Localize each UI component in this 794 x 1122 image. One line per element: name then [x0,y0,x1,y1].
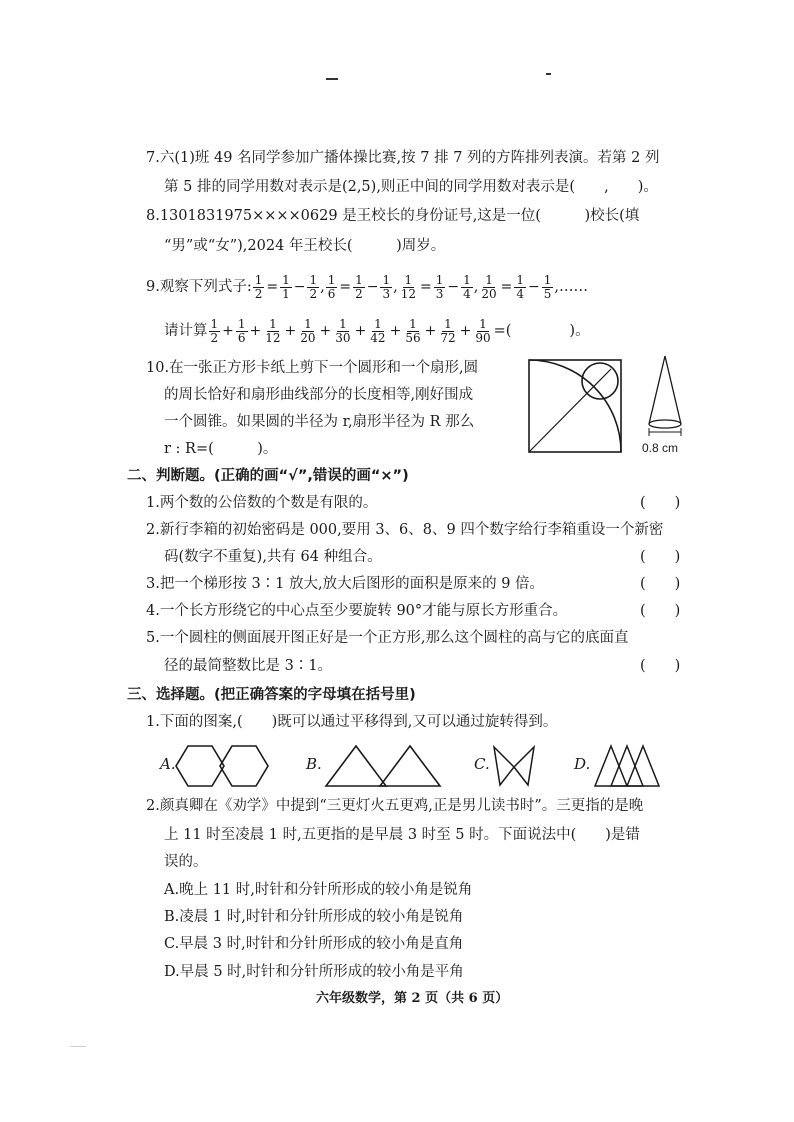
square-sector-circle-figure [528,359,622,453]
answer-paren[interactable]: ( ) [640,603,681,619]
answer-paren[interactable]: ( ) [640,658,681,674]
answer-paren[interactable]: ( ) [640,549,681,565]
q7-line1: 7.六(1)班 49 名同学参加广播体操比赛,按 7 排 7 列的方阵排列表演。若第 2 列 [146,150,660,166]
fraction: $\frac{1}{3}$ [435,272,444,301]
judge-item-3: 3.把一个梯形按 3∶1 放大,放大后图形的面积是原来的 9 倍。 [146,576,545,592]
option-d-label: D. [574,755,591,773]
fraction: $\frac{1}{1}$ [282,272,290,301]
choice-q2-option-d: D.早晨 5 时,时针和分针所形成的较小角是平角 [164,964,464,980]
q9-prefix: 9.观察下列式子: [146,279,252,295]
fraction: $\frac{1}{20}$ [481,272,497,301]
q8-line2: “男”或“女”),2024 年王校长( )周岁。 [164,238,446,254]
answer-paren[interactable]: ( ) [640,576,681,592]
fraction: $\frac{1}{3}$ [382,272,391,301]
fraction: $\frac{1}{2}$ [254,272,263,301]
option-b-label: B. [306,755,322,773]
q9-line2-suffix: =( )。 [493,323,590,339]
fraction: $\frac{1}{30}$ [335,316,351,345]
judge-item-5: 5.一个圆柱的侧面展开图正好是一个正方形,那么这个圆柱的高与它的底面直 [146,630,629,646]
section2-title: 二、判断题。(正确的画“√”,错误的画“×”) [127,468,409,484]
choice-q2-line1: 2.颜真卿在《劝学》中提到“三更灯火五更鸡,正是男儿读书时”。三更指的是晚 [146,798,644,814]
option-a-hexagons-figure [174,744,270,788]
q10-line4: r : R=( )。 [164,441,278,457]
fraction: $\frac{1}{2}$ [309,272,318,301]
q10-line2: 的周长恰好和扇形曲线部分的长度相等,刚好围成 [164,387,474,403]
fraction: $\frac{1}{6}$ [327,272,336,301]
answer-paren[interactable]: ( ) [640,495,681,511]
choice-q1: 1.下面的图案,( )既可以通过平移得到,又可以通过旋转得到。 [146,714,558,730]
q9-line1: 9.观察下列式子: $\frac{1}{2}$ = $\frac{1}{1}$ − $\frac{1}{2}$ , $\frac{1}{6}$ = $\frac{1}{2}$ − $\frac{1}{3}$ , $\frac{1}{12}$ = $\frac{1}{3}$ − $\frac{1}{4}$ , $\frac{1}{20}$ = $\frac{1}{4}$ − $\frac{1}{5}$ ,…… [146,272,589,301]
q9-suffix: …… [559,279,589,295]
q10-line1: 10.在一张正方形卡纸上剪下一个圆形和一个扇形,圆 [146,360,479,376]
section3-title: 三、选择题。(把正确答案的字母填在括号里) [127,687,416,703]
q9-line2-prefix: 请计算 [164,323,208,339]
q10-line3: 一个圆锥。如果圆的半径为 r,扇形半径为 R 那么 [164,414,475,430]
judge-item-2-cont: 码(数字不重复),共有 64 种组合。 [164,549,382,565]
q9-line2: 请计算 $\frac{1}{2}$ + $\frac{1}{6}$ + $\frac{1}{12}$ + $\frac{1}{20}$ + $\frac{1}{30}$ + $\frac{1}{42}$ + $\frac{1}{56}$ + $\frac{1}{72}$ + $\frac{1}{90}$ =( )。 [164,316,590,345]
fraction: $\frac{1}{12}$ [400,272,417,301]
fraction: $\frac{1}{4}$ [463,272,471,301]
option-a-label: A. [160,755,176,773]
scan-mark [326,78,338,80]
scan-mark [70,1046,86,1047]
cone-figure [640,354,690,440]
fraction: $\frac{1}{2}$ [355,272,363,301]
choice-q2-line2: 上 11 时至凌晨 1 时,五更指的是早晨 3 时至 5 时。下面说法中( )是错 [164,827,640,843]
judge-item-4: 4.一个长方形绕它的中心点至少要旋转 90°才能与原长方形重合。 [146,603,568,619]
q7-line2: 第 5 排的同学用数对表示是(2,5),则正中间的同学用数对表示是( , )。 [164,179,658,195]
fraction: $\frac{1}{5}$ [543,272,552,301]
fraction: $\frac{1}{12}$ [265,316,281,345]
choice-q2-option-a: A.晚上 11 时,时针和分针所形成的较小角是锐角 [164,882,473,898]
option-b-triangles-figure [324,744,444,788]
q8-line1: 8.1301831975××××0629 是王校长的身份证号,这是一位( )校长(填 [146,208,640,224]
judge-item-1: 1.两个数的公倍数的个数是有限的。 [146,495,378,511]
scan-mark [546,73,551,75]
fraction: $\frac{1}{72}$ [440,316,456,345]
fraction: $\frac{1}{2}$ [210,316,219,345]
judge-item-5-cont: 径的最简整数比是 3∶1。 [164,658,333,674]
judge-item-2: 2.新行李箱的初始密码是 000,要用 3、6、8、9 四个数字给行李箱重设一个新密 [146,522,664,538]
fraction: $\frac{1}{42}$ [370,316,386,345]
page-footer: 六年级数学，第 2 页（共 6 页） [316,991,509,1006]
fraction: $\frac{1}{20}$ [300,316,316,345]
choice-q2-option-c: C.早晨 3 时,时针和分针所形成的较小角是直角 [164,936,464,952]
option-c-label: C. [474,755,490,773]
fraction: $\frac{1}{90}$ [475,316,491,345]
fraction: $\frac{1}{4}$ [516,272,525,301]
fraction: $\frac{1}{6}$ [237,316,246,345]
choice-q2-line3: 误的。 [164,854,208,870]
fraction: $\frac{1}{56}$ [405,316,421,345]
option-c-bowtie-figure [492,745,536,787]
choice-q2-option-b: B.凌晨 1 时,时针和分针所形成的较小角是锐角 [164,909,464,925]
cone-label: 0.8 cm [642,441,679,455]
option-d-overlapping-triangles-figure [593,744,661,788]
